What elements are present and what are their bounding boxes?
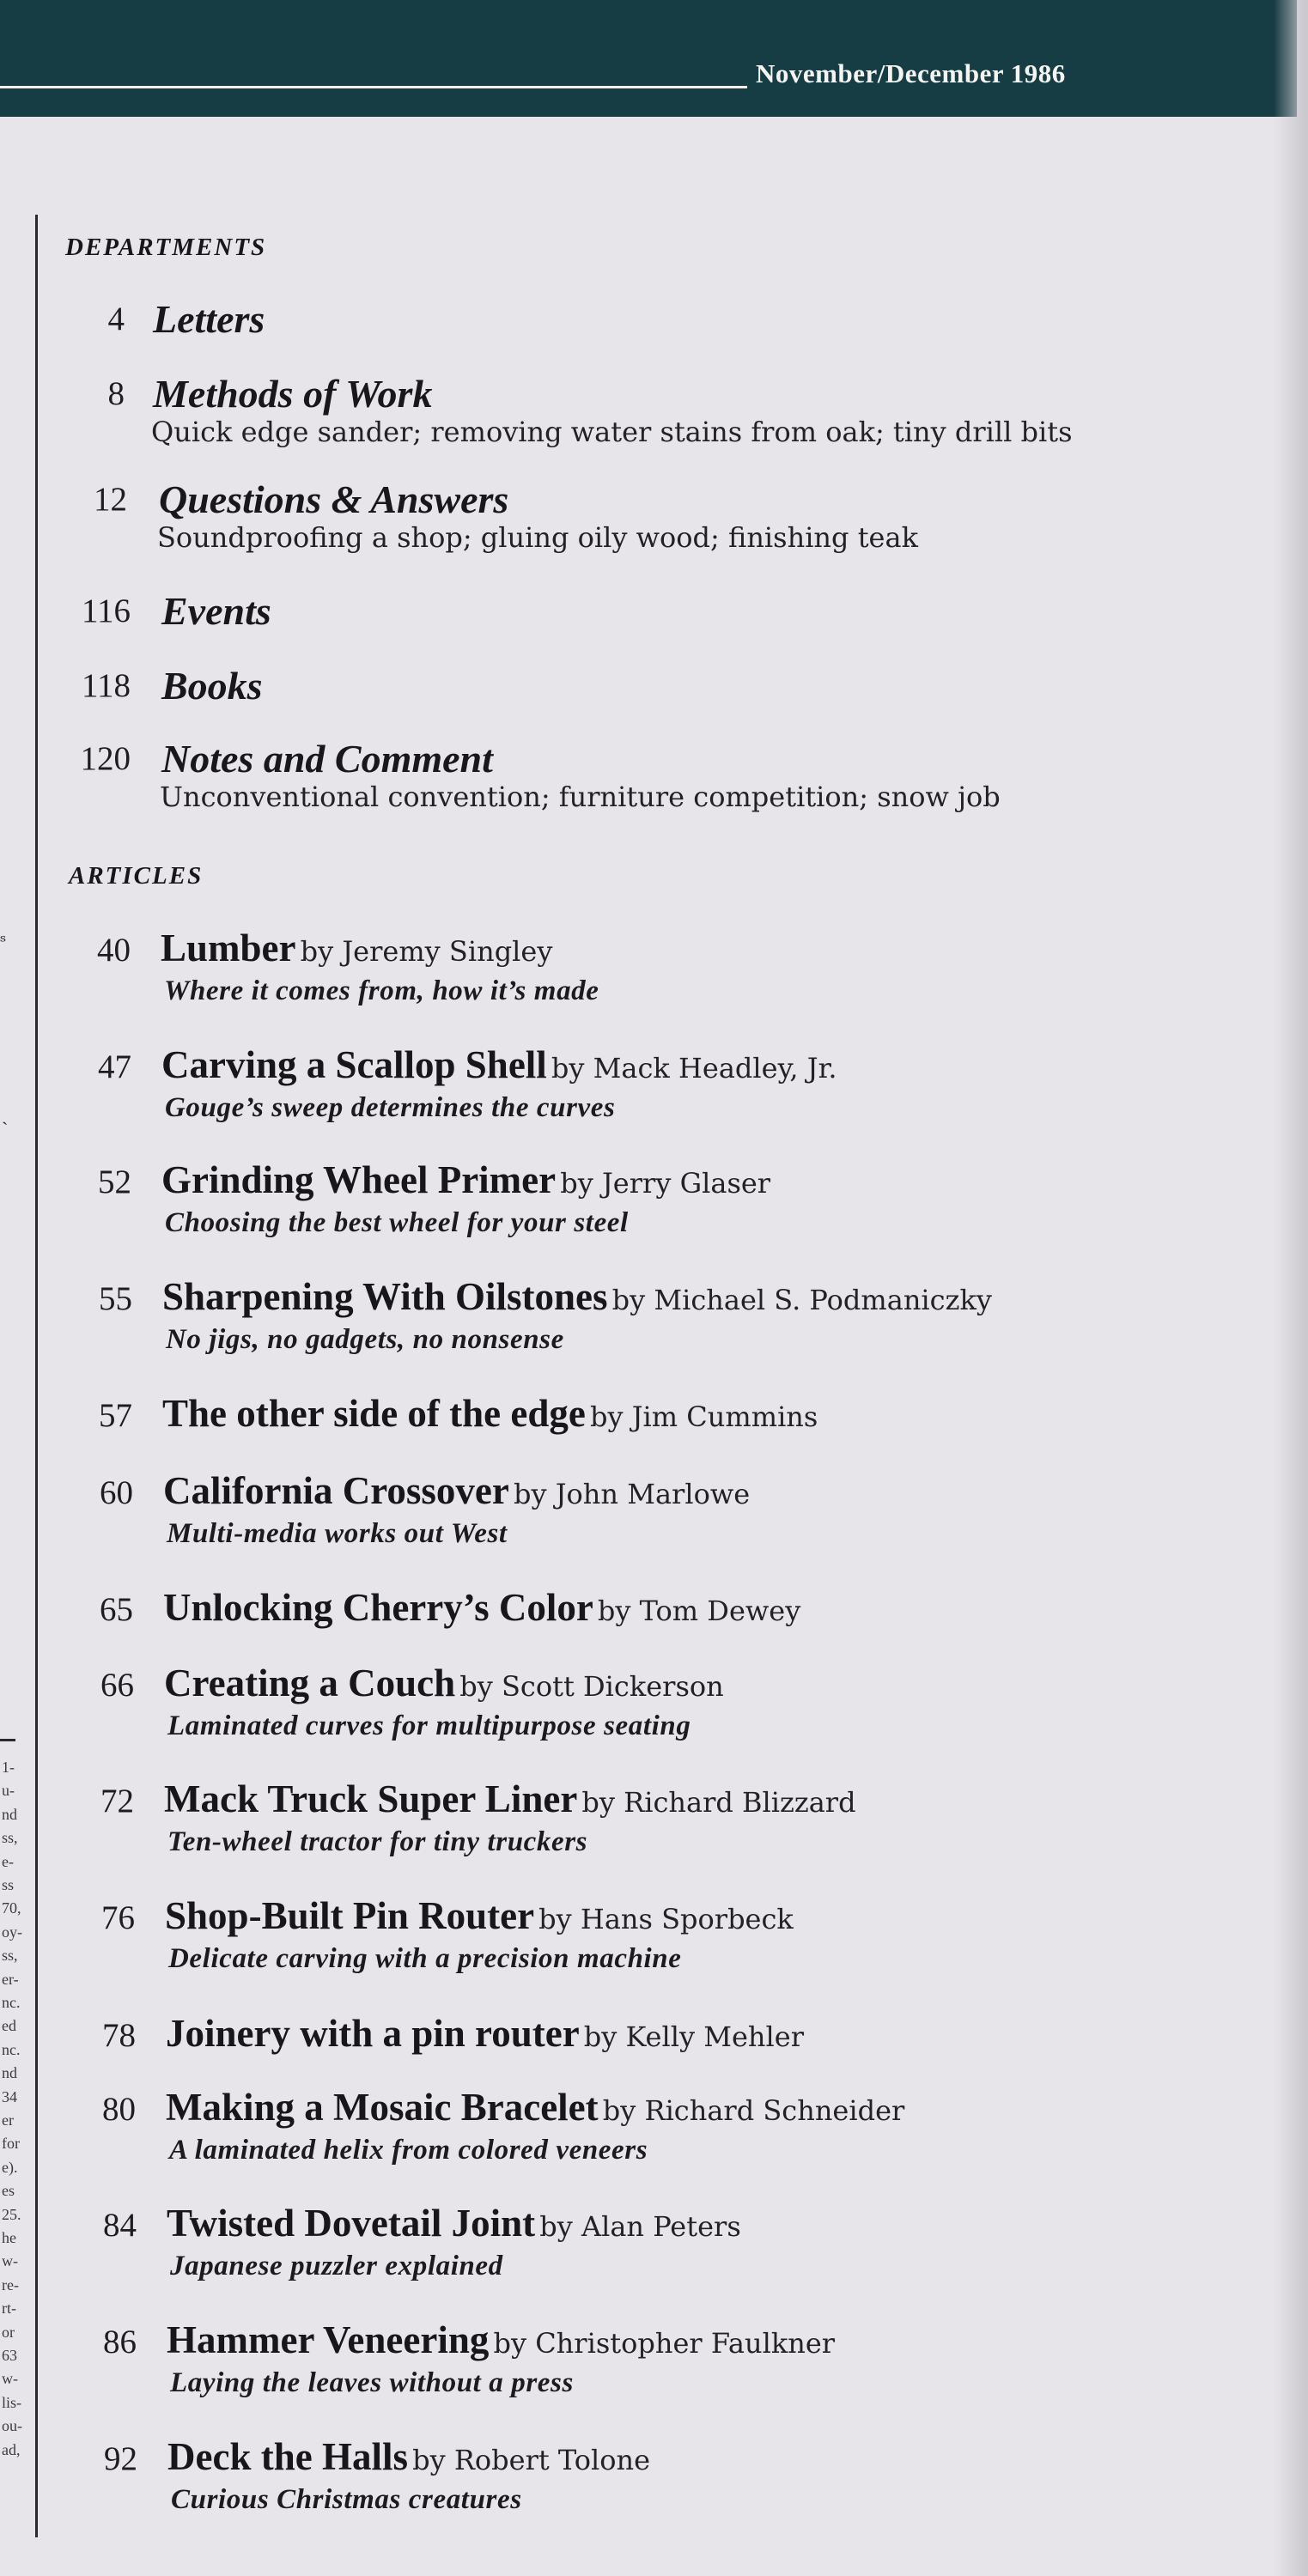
issue-date: November/December 1986 bbox=[756, 58, 1066, 88]
gutter-fragment: rt- bbox=[2, 2300, 16, 2318]
article-title: Carving a Scallop Shell bbox=[161, 1043, 547, 1086]
column-rule bbox=[35, 215, 38, 2537]
gutter-fragment: 63 bbox=[2, 2347, 17, 2364]
article-heading-line bbox=[162, 1274, 992, 1319]
gutter-fragment: oy- bbox=[2, 1923, 22, 1941]
gutter-fragment: 70, bbox=[2, 1899, 21, 1917]
gutter-fragment: ou- bbox=[2, 2417, 22, 2435]
article-title: Joinery with a pin router bbox=[166, 2012, 580, 2055]
article-heading-line bbox=[163, 1585, 800, 1630]
department-page-number: 116 bbox=[81, 592, 131, 629]
header-rule bbox=[0, 86, 747, 88]
gutter-fragment: or bbox=[2, 2323, 15, 2341]
article-subtitle: Ten-wheel tractor for tiny truckers bbox=[167, 1826, 588, 1857]
article-title: Shop-Built Pin Router bbox=[165, 1894, 535, 1937]
article-heading-line bbox=[166, 2011, 804, 2056]
articles-heading: ARTICLES bbox=[69, 862, 204, 890]
gutter-fragment: 25. bbox=[2, 2205, 21, 2223]
article-page-number: 52 bbox=[98, 1163, 131, 1200]
gutter-fragment: nc. bbox=[2, 2040, 21, 2058]
article-subtitle: Gouge’s sweep determines the curves bbox=[165, 1092, 616, 1123]
gutter-fragment: er bbox=[2, 2111, 14, 2129]
article-subtitle: Japanese puzzler explained bbox=[170, 2251, 503, 2281]
article-title: Grinding Wheel Primer bbox=[161, 1158, 557, 1201]
gutter-fragment: ss, bbox=[2, 1829, 18, 1847]
article-heading-line bbox=[167, 2201, 741, 2245]
article-page-number: 55 bbox=[99, 1280, 132, 1317]
article-page-number: 40 bbox=[97, 932, 131, 969]
article-page-number: 66 bbox=[100, 1667, 134, 1704]
article-subtitle: Laying the leaves without a press bbox=[170, 2367, 574, 2398]
article-author: by Christopher Faulkner bbox=[493, 2327, 836, 2360]
article-page-number: 92 bbox=[104, 2440, 137, 2477]
article-page-number: 86 bbox=[103, 2324, 137, 2360]
header-band bbox=[0, 0, 1297, 117]
article-page-number: 76 bbox=[101, 1899, 135, 1936]
gutter-fragment: 34 bbox=[2, 2087, 17, 2105]
gutter-fragment: for bbox=[2, 2135, 20, 2153]
gutter-fragment: u- bbox=[2, 1782, 15, 1800]
article-heading-line bbox=[164, 1777, 856, 1821]
article-heading-line bbox=[164, 1661, 724, 1705]
department-page-number: 120 bbox=[80, 740, 131, 777]
article-subtitle: Multi-media works out West bbox=[167, 1518, 508, 1549]
article-heading-line bbox=[161, 1042, 837, 1087]
department-page-number: 4 bbox=[107, 301, 125, 337]
department-title: Books bbox=[161, 664, 263, 708]
article-title: Making a Mosaic Bracelet bbox=[166, 2086, 599, 2129]
article-author: by John Marlowe bbox=[513, 1478, 751, 1510]
article-page-number: 57 bbox=[99, 1397, 132, 1434]
article-title: Creating a Couch bbox=[164, 1662, 456, 1704]
gutter-rule bbox=[0, 1739, 15, 1741]
gutter-mark: ˢ bbox=[0, 932, 7, 953]
department-description: Unconventional convention; furniture competition; snow job bbox=[160, 781, 1001, 813]
gutter-fragment: nc. bbox=[2, 1994, 21, 2011]
article-subtitle: Curious Christmas creatures bbox=[171, 2484, 522, 2515]
article-title: Lumber bbox=[161, 927, 296, 969]
article-author: by Robert Tolone bbox=[412, 2444, 651, 2476]
department-title: Letters bbox=[153, 297, 265, 341]
article-page-number: 84 bbox=[103, 2207, 137, 2244]
gutter-fragment: re- bbox=[2, 2275, 19, 2293]
department-title: Events bbox=[161, 589, 271, 633]
article-author: by Tom Dewey bbox=[597, 1595, 801, 1627]
article-heading-line bbox=[166, 2085, 904, 2129]
article-heading-line bbox=[165, 1893, 794, 1938]
department-description: Quick edge sander; removing water stains from oak; tiny drill bits bbox=[151, 416, 1073, 448]
gutter-fragment: e- bbox=[2, 1852, 14, 1870]
gutter-fragment: nd bbox=[2, 1805, 17, 1823]
article-title: Hammer Veneering bbox=[167, 2318, 490, 2361]
gutter-fragment: w- bbox=[2, 2252, 18, 2270]
article-subtitle: Where it comes from, how it’s made bbox=[164, 975, 599, 1006]
department-title: Notes and Comment bbox=[161, 737, 493, 781]
article-title: The other side of the edge bbox=[162, 1392, 586, 1435]
article-heading-line bbox=[163, 1468, 750, 1513]
gutter-fragment: ed bbox=[2, 2017, 16, 2035]
department-title: Questions & Answers bbox=[159, 477, 509, 521]
article-subtitle: Delicate carving with a precision machine bbox=[168, 1943, 682, 1974]
article-author: by Jim Cummins bbox=[589, 1400, 818, 1433]
article-title: Mack Truck Super Liner bbox=[164, 1777, 578, 1820]
article-subtitle: Laminated curves for multipurpose seating bbox=[167, 1710, 691, 1741]
article-title: Unlocking Cherry’s Color bbox=[163, 1586, 593, 1629]
page-edge-shadow bbox=[1274, 0, 1308, 2576]
article-page-number: 60 bbox=[100, 1474, 133, 1511]
article-author: by Michael S. Podmaniczky bbox=[611, 1284, 992, 1316]
gutter-fragment: ad, bbox=[2, 2440, 21, 2458]
article-title: Deck the Halls bbox=[167, 2435, 408, 2478]
article-heading-line bbox=[161, 926, 552, 970]
article-author: by Alan Peters bbox=[539, 2210, 741, 2243]
article-subtitle: A laminated helix from colored veneers bbox=[169, 2135, 648, 2166]
article-heading-line bbox=[161, 1157, 770, 1202]
gutter-fragment: er- bbox=[2, 1970, 19, 1988]
article-heading-line bbox=[167, 2434, 650, 2479]
departments-heading: DEPARTMENTS bbox=[65, 234, 267, 261]
article-page-number: 65 bbox=[100, 1591, 133, 1628]
gutter-mark: ˏ bbox=[2, 1104, 9, 1126]
gutter-fragment: es bbox=[2, 2182, 15, 2200]
article-author: by Kelly Mehler bbox=[583, 2020, 804, 2053]
article-author: by Richard Blizzard bbox=[581, 1786, 856, 1819]
department-page-number: 118 bbox=[81, 667, 131, 704]
article-author: by Mack Headley, Jr. bbox=[551, 1052, 837, 1084]
gutter-fragment: ss, bbox=[2, 1947, 18, 1965]
article-page-number: 78 bbox=[102, 2017, 136, 2054]
article-author: by Richard Schneider bbox=[602, 2094, 905, 2127]
article-author: by Jerry Glaser bbox=[560, 1167, 771, 1200]
article-author: by Hans Sporbeck bbox=[538, 1903, 794, 1935]
gutter-fragment: he bbox=[2, 2229, 16, 2246]
article-author: by Scott Dickerson bbox=[459, 1670, 724, 1703]
department-title: Methods of Work bbox=[153, 372, 433, 416]
gutter-fragment: ss bbox=[2, 1876, 15, 1893]
article-subtitle: No jigs, no gadgets, no nonsense bbox=[166, 1324, 564, 1355]
gutter-fragment: 1- bbox=[2, 1759, 15, 1776]
article-page-number: 47 bbox=[98, 1048, 131, 1085]
article-title: Twisted Dovetail Joint bbox=[167, 2202, 536, 2245]
article-subtitle: Choosing the best wheel for your steel bbox=[165, 1207, 629, 1238]
gutter-fragment: nd bbox=[2, 2064, 17, 2082]
gutter-fragment: w- bbox=[2, 2370, 18, 2388]
article-page-number: 72 bbox=[100, 1783, 134, 1820]
article-author: by Jeremy Singley bbox=[300, 935, 553, 968]
department-page-number: 12 bbox=[94, 481, 127, 518]
article-title: California Crossover bbox=[163, 1469, 509, 1512]
department-description: Soundproofing a shop; gluing oily wood; finishing teak bbox=[157, 521, 918, 554]
article-heading-line bbox=[162, 1391, 818, 1436]
article-heading-line bbox=[167, 2318, 835, 2362]
gutter-fragment: lis- bbox=[2, 2393, 22, 2411]
article-title: Sharpening With Oilstones bbox=[162, 1275, 608, 1318]
department-page-number: 8 bbox=[107, 375, 125, 412]
article-page-number: 80 bbox=[102, 2091, 136, 2128]
gutter-fragment: e). bbox=[2, 2158, 18, 2176]
